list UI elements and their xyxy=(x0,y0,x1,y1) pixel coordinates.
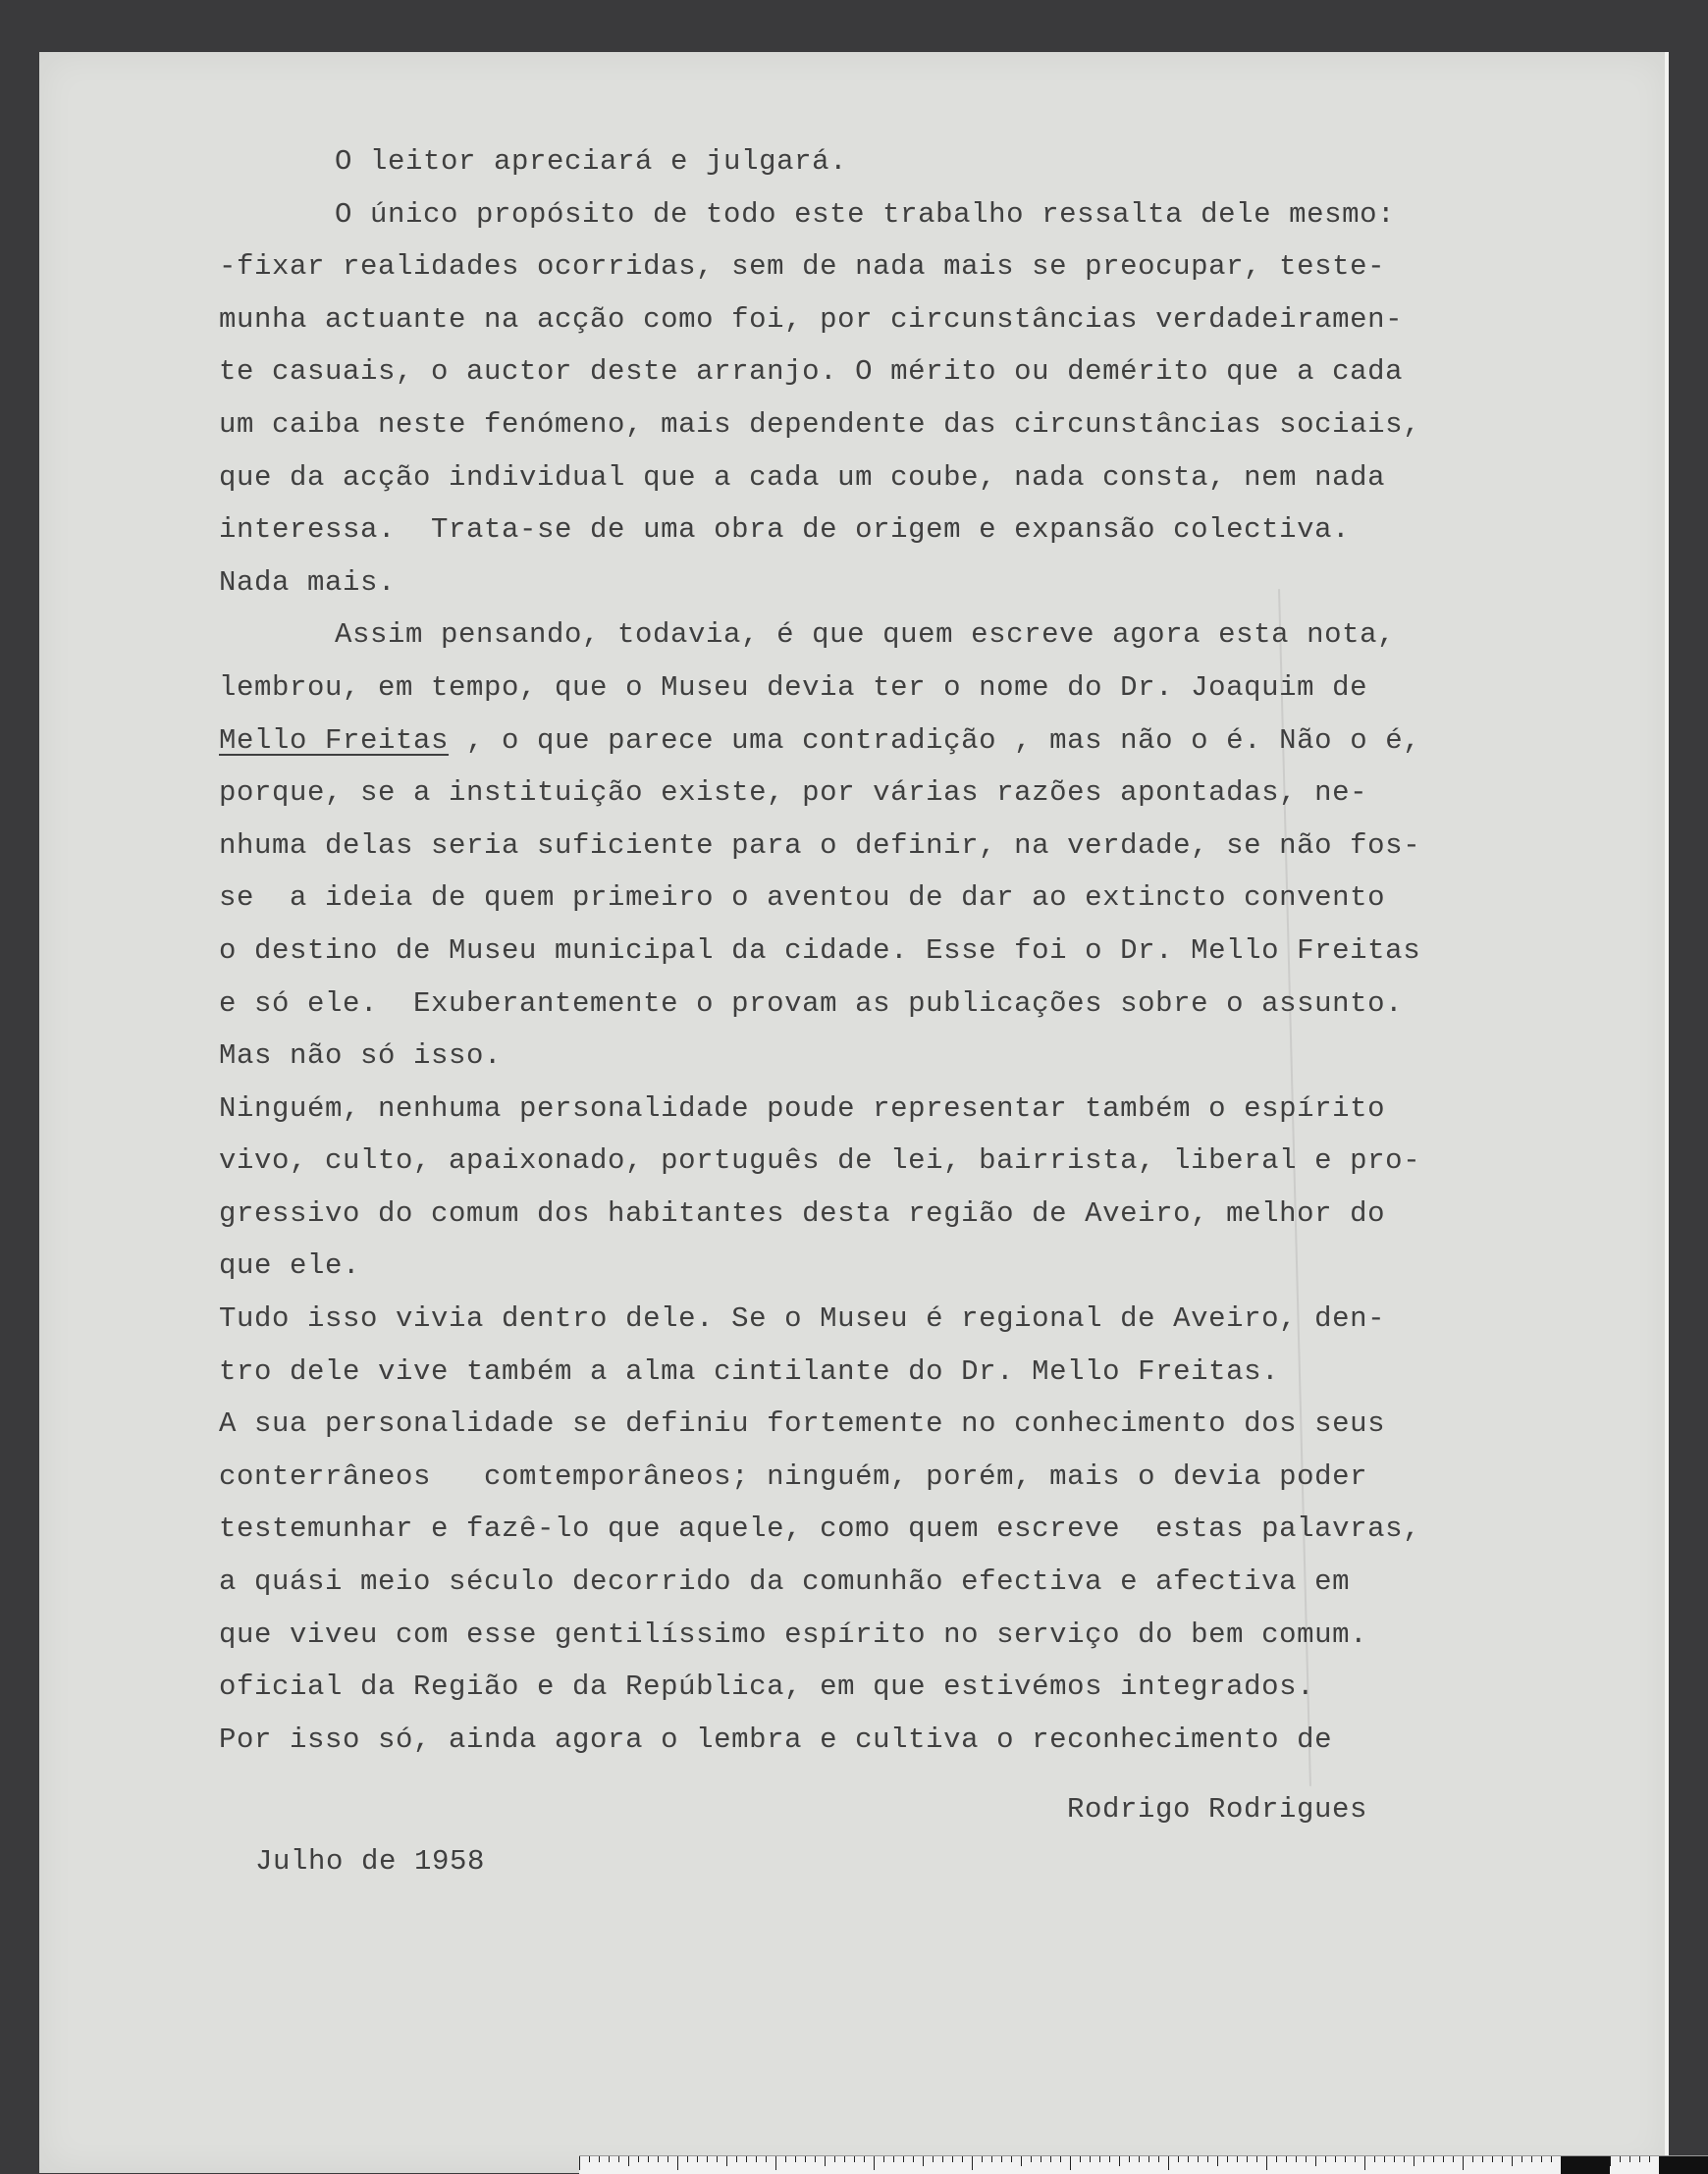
ruler-tick xyxy=(1188,2156,1189,2162)
ruler-tick xyxy=(1335,2156,1336,2162)
text-line: O leitor apreciará e julgará. xyxy=(335,145,848,178)
ruler-tick xyxy=(1001,2156,1002,2162)
ruler-dark-segment xyxy=(1561,2156,1610,2174)
ruler-tick xyxy=(1286,2156,1287,2162)
ruler-tick xyxy=(1276,2156,1277,2162)
text-line: oficial da Região e da República, em que estivémos integrados. xyxy=(219,1670,1315,1704)
typewritten-text-body xyxy=(219,135,1593,1766)
ruler-tick xyxy=(1502,2156,1503,2162)
ruler-tick xyxy=(991,2156,992,2162)
text-line: que viveu com esse gentilíssimo espírito no serviço do bem comum. xyxy=(219,1617,1368,1651)
text-line: -fixar realidades ocorridas, sem de nada mais se preocupar, teste- xyxy=(219,250,1386,284)
ruler-tick xyxy=(1050,2156,1051,2162)
ruler-tick xyxy=(756,2156,757,2162)
ruler-tick xyxy=(1109,2156,1110,2162)
ruler-tick xyxy=(805,2156,806,2162)
text-line: Nada mais. xyxy=(219,565,397,599)
text-line: conterrâneos comtemporâneos; ninguém, porém, mais o devia poder xyxy=(219,1459,1368,1493)
ruler-tick xyxy=(1247,2156,1248,2162)
ruler-tick xyxy=(717,2156,718,2162)
text-line: nhuma delas seria suficiente para o definir, na verdade, se não fos- xyxy=(219,828,1421,862)
ruler-tick xyxy=(1031,2156,1032,2162)
ruler-tick xyxy=(1463,2156,1464,2170)
ruler-tick xyxy=(687,2156,688,2162)
ruler-tick xyxy=(609,2156,610,2162)
ruler-tick xyxy=(844,2156,845,2162)
text-line: a quási meio século decorrido da comunhão efectiva e afectiva em xyxy=(219,1565,1351,1599)
ruler-tick xyxy=(1207,2156,1208,2162)
ruler-tick xyxy=(1296,2156,1297,2162)
ruler-tick xyxy=(864,2156,865,2162)
text-line: que da acção individual que a cada um coube, nada consta, nem nada xyxy=(219,460,1386,494)
text-line: interessa. Trata-se de uma obra de origem e expansão colectiva. xyxy=(219,513,1351,547)
ruler-tick xyxy=(736,2156,737,2162)
ruler-dark-segment xyxy=(1659,2156,1708,2174)
ruler-tick xyxy=(1119,2156,1120,2166)
ruler-tick xyxy=(1070,2156,1071,2170)
ruler-tick xyxy=(1521,2156,1522,2162)
ruler-tick xyxy=(1090,2156,1091,2162)
ruler-tick xyxy=(1384,2156,1385,2162)
signature: Rodrigo Rodrigues xyxy=(1067,1793,1368,1826)
ruler-tick xyxy=(1404,2156,1405,2162)
ruler-tick xyxy=(1433,2156,1434,2162)
ruler-tick xyxy=(942,2156,943,2162)
ruler-tick xyxy=(707,2156,708,2162)
ruler-tick xyxy=(1148,2156,1149,2162)
ruler-tick xyxy=(579,2156,580,2170)
ruler-tick xyxy=(972,2156,973,2170)
ruler-tick xyxy=(697,2156,698,2162)
text-line: testemunhar e fazê-lo que aquele, como quem escreve estas palavras, xyxy=(219,1512,1421,1546)
text-line: Tudo isso vivia dentro dele. Se o Museu é regional de Aveiro, den- xyxy=(219,1302,1386,1336)
text-line: A sua personalidade se definiu fortemente no conhecimento dos seus xyxy=(219,1407,1386,1441)
ruler-tick xyxy=(1080,2156,1081,2162)
ruler-tick xyxy=(667,2156,668,2162)
text-line: lembrou, em tempo, que o Museu devia ter o nome do Dr. Joaquim de xyxy=(219,670,1368,704)
ruler-tick xyxy=(1198,2156,1199,2162)
ruler-tick xyxy=(677,2156,678,2170)
ruler-tick xyxy=(982,2156,983,2162)
date-line: Julho de 1958 xyxy=(255,1845,486,1878)
ruler-tick xyxy=(638,2156,639,2162)
ruler-tick xyxy=(1629,2156,1630,2162)
ruler-tick xyxy=(962,2156,963,2162)
ruler-tick xyxy=(589,2156,590,2162)
ruler-tick xyxy=(903,2156,904,2162)
text-line: porque, se a instituição existe, por várias razões apontadas, ne- xyxy=(219,776,1368,810)
ruler-tick xyxy=(775,2156,776,2170)
text-line: munha actuante na acção como foi, por circunstâncias verdadeiramen- xyxy=(219,302,1404,336)
text-line: Mas não só isso. xyxy=(219,1039,503,1073)
ruler-tick xyxy=(1472,2156,1473,2162)
text-line: o destino de Museu municipal da cidade. Esse foi o Dr. Mello Freitas xyxy=(219,933,1421,967)
ruler-tick xyxy=(1639,2156,1640,2162)
ruler-tick xyxy=(1423,2156,1424,2162)
ruler-tick xyxy=(1227,2156,1228,2162)
text-line: que ele. xyxy=(219,1249,361,1283)
ruler-tick xyxy=(1610,2156,1611,2166)
ruler-tick xyxy=(1492,2156,1493,2162)
text-line: tro dele vive também a alma cintilante do Dr. Mello Freitas. xyxy=(219,1354,1280,1388)
scale-ruler xyxy=(579,2155,1708,2174)
ruler-tick xyxy=(1139,2156,1140,2162)
ruler-tick xyxy=(1620,2156,1621,2162)
ruler-tick xyxy=(1256,2156,1257,2162)
ruler-tick xyxy=(1355,2156,1356,2162)
ruler-tick xyxy=(1531,2156,1532,2162)
ruler-tick xyxy=(1364,2156,1365,2170)
ruler-tick xyxy=(1325,2156,1326,2162)
ruler-tick xyxy=(1453,2156,1454,2162)
ruler-tick xyxy=(1099,2156,1100,2162)
text-line: te casuais, o auctor deste arranjo. O mérito ou demérito que a cada xyxy=(219,355,1404,389)
text-line: Ninguém, nenhuma personalidade poude representar também o espírito xyxy=(219,1091,1386,1125)
ruler-tick xyxy=(1649,2156,1650,2162)
text-line: um caiba neste fenómeno, mais dependente das circunstâncias sociais, xyxy=(219,407,1421,441)
text-line: Por isso só, ainda agora o lembra e cultiva o reconhecimento de xyxy=(219,1723,1333,1756)
ruler-tick xyxy=(1178,2156,1179,2162)
ruler-tick xyxy=(618,2156,619,2162)
text-line: Assim pensando, todavia, é que quem escreve agora esta nota, xyxy=(335,618,1396,652)
ruler-tick xyxy=(658,2156,659,2162)
ruler-tick xyxy=(1168,2156,1169,2170)
ruler-tick xyxy=(1306,2156,1307,2162)
ruler-tick xyxy=(1266,2156,1267,2170)
text-line: vivo, culto, apaixonado, português de lei, bairrista, liberal e pro- xyxy=(219,1144,1421,1178)
ruler-tick xyxy=(1021,2156,1022,2166)
ruler-tick xyxy=(893,2156,894,2162)
ruler-tick xyxy=(834,2156,835,2162)
ruler-tick xyxy=(1011,2156,1012,2162)
text-line-with-underline xyxy=(219,715,1593,768)
ruler-tick xyxy=(1512,2156,1513,2166)
ruler-tick xyxy=(1315,2156,1316,2166)
ruler-tick xyxy=(874,2156,875,2170)
ruler-tick xyxy=(933,2156,934,2162)
text-line: se a ideia de quem primeiro o aventou de dar ao extincto convento xyxy=(219,881,1386,915)
ruler-tick xyxy=(1551,2156,1552,2162)
ruler-tick xyxy=(599,2156,600,2162)
ruler-tick xyxy=(1158,2156,1159,2162)
ruler-tick xyxy=(1443,2156,1444,2162)
paper-edge xyxy=(1665,52,1669,2173)
ruler-tick xyxy=(766,2156,767,2162)
ruler-tick xyxy=(1129,2156,1130,2162)
ruler-tick xyxy=(1394,2156,1395,2162)
text-line-rest: , o que parece uma contradição , mas não o é. Não o é, xyxy=(449,723,1421,757)
ruler-tick xyxy=(1217,2156,1218,2166)
ruler-tick xyxy=(854,2156,855,2162)
ruler-tick xyxy=(628,2156,629,2166)
text-line: O único propósito de todo este trabalho ressalta dele mesmo: xyxy=(335,197,1396,231)
ruler-tick xyxy=(913,2156,914,2162)
ruler-tick xyxy=(1237,2156,1238,2162)
text-line: gressivo do comum dos habitantes desta região de Aveiro, melhor do xyxy=(219,1196,1386,1230)
ruler-tick xyxy=(952,2156,953,2162)
ruler-tick xyxy=(923,2156,924,2166)
text-line: e só ele. Exuberantemente o provam as publicações sobre o assunto. xyxy=(219,986,1404,1020)
ruler-tick xyxy=(825,2156,826,2166)
underlined-name: Mello Freitas xyxy=(219,723,450,757)
ruler-tick xyxy=(1060,2156,1061,2162)
ruler-tick xyxy=(648,2156,649,2162)
ruler-tick xyxy=(815,2156,816,2162)
ruler-tick xyxy=(1482,2156,1483,2162)
ruler-tick xyxy=(726,2156,727,2166)
ruler-tick xyxy=(1374,2156,1375,2162)
ruler-tick xyxy=(1345,2156,1346,2162)
ruler-tick xyxy=(1541,2156,1542,2162)
ruler-tick xyxy=(883,2156,884,2162)
ruler-tick xyxy=(785,2156,786,2162)
ruler-tick xyxy=(795,2156,796,2162)
ruler-tick xyxy=(746,2156,747,2162)
